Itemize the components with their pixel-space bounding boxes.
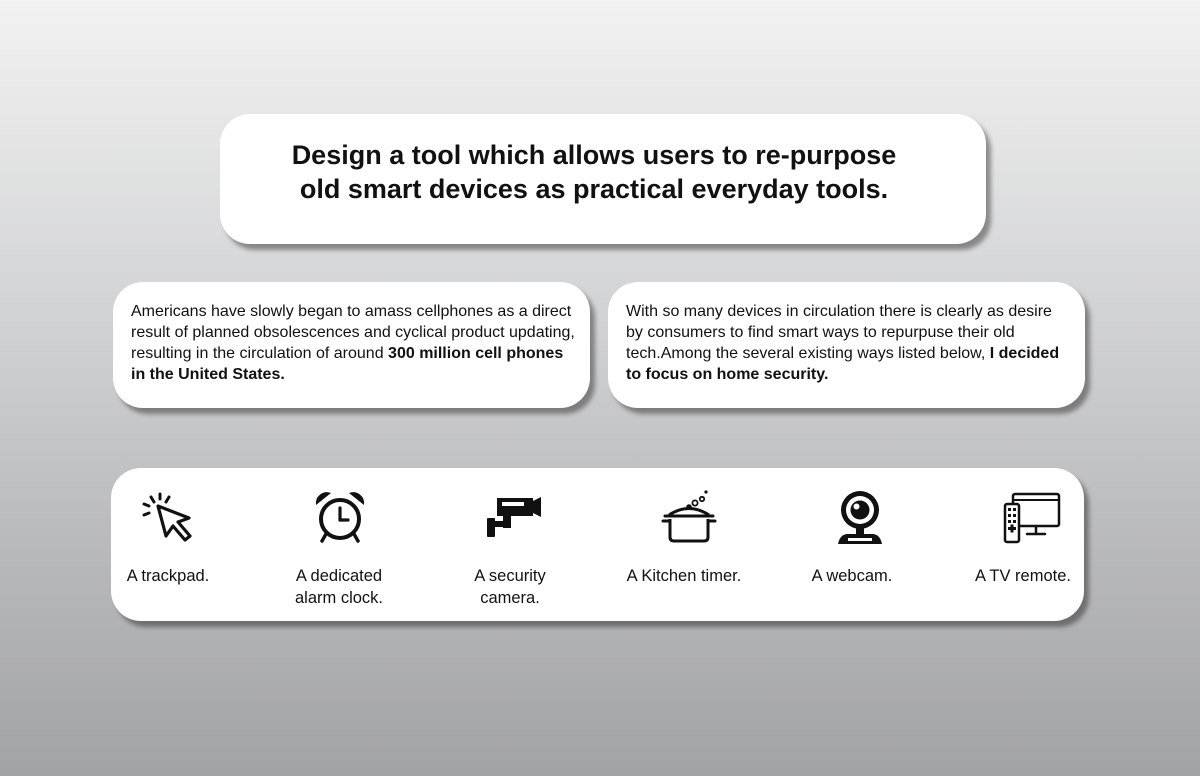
headline-line-2: old smart devices as practical everyday tools. [299, 174, 889, 204]
focus-highlight: I decided to focus on home security. [626, 345, 1060, 383]
cursor-click-icon [139, 490, 199, 546]
cellphone-stats-card [113, 282, 590, 408]
cooking-pot-icon [661, 488, 717, 546]
cellphone-stats-text [131, 301, 578, 385]
cellphone-stats-body: Americans have slowly began to amass cellphones as a direct result of planned obsolescences and cyclical product updating, resulting in the circulation of around [131, 303, 575, 362]
focus-card [608, 282, 1085, 408]
option-label-webcam: A webcam. [811, 567, 893, 585]
option-label-security-camera [445, 565, 575, 609]
headline [220, 138, 968, 206]
option-label-security-camera-line-1: A security [474, 567, 546, 585]
focus-body: With so many devices in circulation there is clearly as desire by consumers to find smart ways to repurpuse their old tech.Among the several existing ways listed below, [626, 303, 1052, 362]
tv-remote-icon [1003, 490, 1061, 546]
option-label-alarm-clock-line-1: A dedicated [295, 567, 383, 585]
headline-line-1: Design a tool which allows users to re-purpose [291, 140, 897, 170]
option-label-alarm-clock-line-2: alarm clock. [294, 589, 384, 607]
focus-text [626, 301, 1073, 385]
option-label-security-camera-line-2: camera. [480, 589, 540, 607]
option-label-trackpad: A trackpad. [126, 567, 210, 585]
security-camera-icon [484, 494, 544, 542]
option-label-kitchen-timer: A Kitchen timer. [626, 567, 742, 585]
option-label-tv-remote: A TV remote. [975, 567, 1071, 585]
repurpose-options-card [111, 468, 1084, 621]
webcam-icon [834, 488, 886, 546]
headline-card [220, 114, 986, 244]
cellphone-stats-highlight: 300 million cell phones in the United States. [131, 345, 564, 383]
alarm-clock-icon [311, 488, 369, 546]
option-label-alarm-clock [273, 565, 405, 609]
